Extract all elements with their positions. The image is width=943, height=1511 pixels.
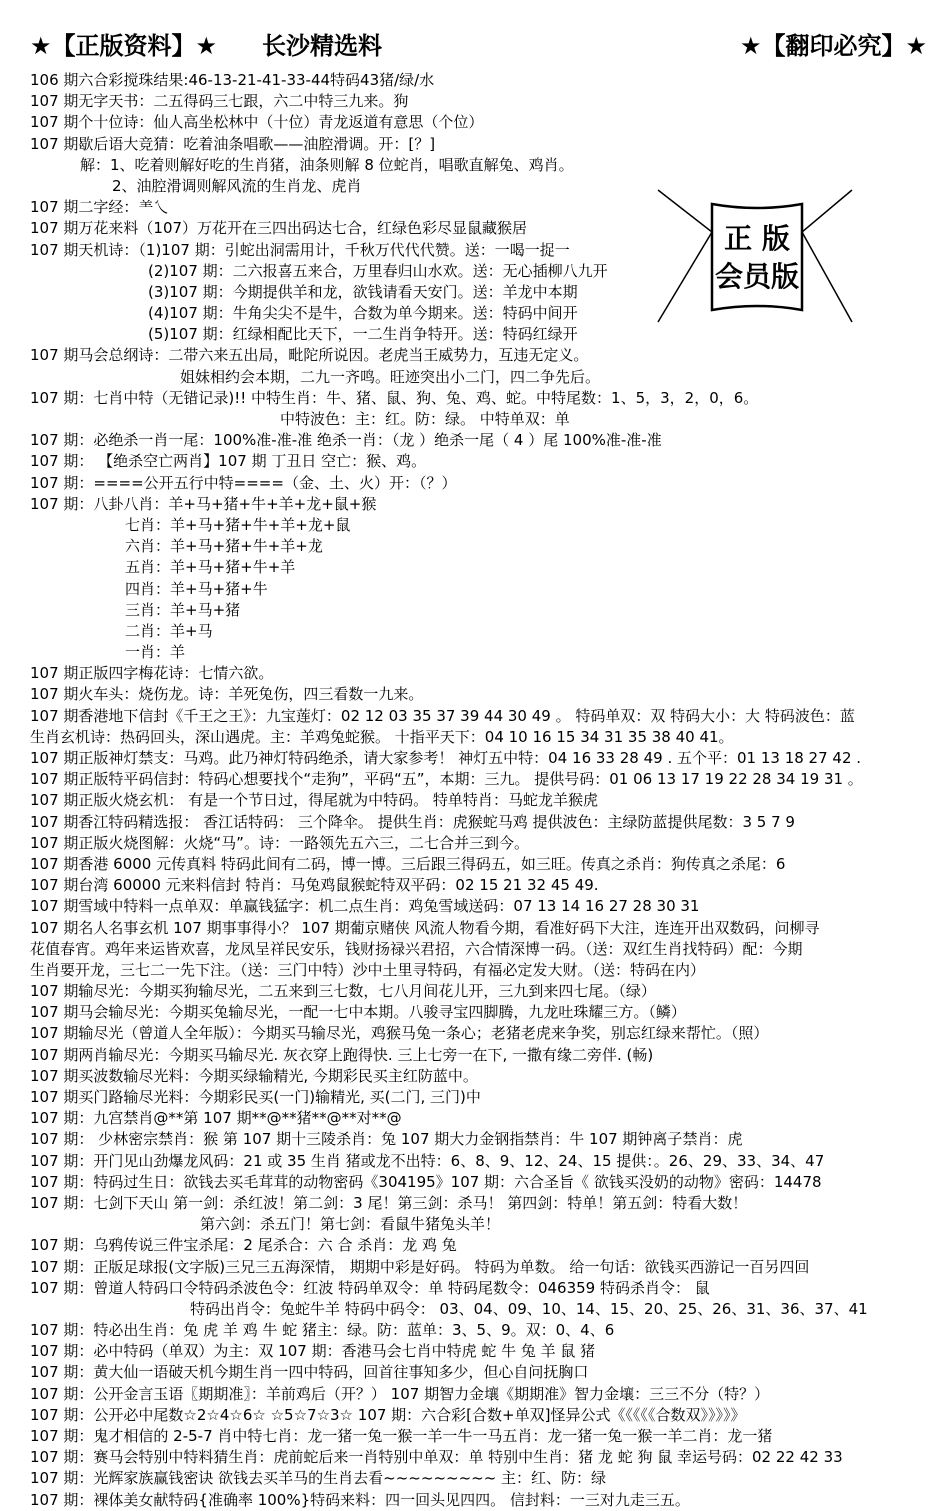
text-line: 107 期香港 6000 元传真料 特码此间有二码，博一博。三后跟三得码五，如三旺。传真之杀肖：狗传真之杀尾：6 [30,854,786,873]
text-line: 107 期：特必出生肖：兔 虎 羊 鸡 牛 蛇 猪主：绿。防：蓝单：3、5、9。双：0、4、6 [30,1321,615,1340]
text-line: 107 期雪域中特料一点单双：单赢钱猛字：机二点生肖：鸡兔雪域送码：07 13 14 16 27 28 30 31 [30,897,700,916]
text-line: 六肖：羊+马+猪+牛+羊+龙 [125,537,323,556]
text-line: 107 期正版神灯禁支：马鸡。此乃神灯特码绝杀，请大家参考！ 神灯五中特：04 16 33 28 49 . 五个平：01 13 18 27 42 . [30,749,862,767]
member-edition-stamp [640,182,870,332]
text-line: 107 期马会总纲诗：二带六来五出局，毗陀所说因。老虎当王威势力，互违无定义。 [30,346,589,365]
text-line: 107 期名人名事玄机 107 期事事得小？ 107 期葡京赌侠 风流人物看今期，看准好码下大注，连连开出双数码，问柳寻 [30,918,820,937]
text-line: 五肖：羊+马+猪+牛+羊 [125,558,296,577]
text-line: 107 期：七剑下天山 第一剑：杀红波！第二剑：3 尾！第三剑：杀马！ 第四剑：特单！第五剑：特看大数！ [30,1193,748,1212]
text-line: 第六剑：杀五门！第七剑：看鼠牛猪兔头羊！ [200,1215,501,1234]
text-line: 花值春宵。鸡年来运皆欢喜，龙凤呈祥民安乐，钱财扬禄兴君招，六合情深博一码。（送：双红生肖找特码）配：今期 [30,939,803,958]
text-line: 二肖：羊+马 [125,621,213,640]
text-line: 107 期： 少林密宗禁肖：猴 第 107 期十三陵杀肖：兔 107 期大力金钢指禁肖：牛 107 期钟离子禁肖：虎 [30,1130,743,1149]
text-line: 三肖：羊+马+猪 [125,600,241,619]
text-line: 107 期香港地下信封《千王之王》：九宝莲灯：02 12 03 35 37 39 44 30 49 。 特码单双：双 特码大小：大 特码波色：蓝 [30,706,855,725]
text-line: 107 期：开门见山劲爆龙风码：21 或 35 生肖 猪或龙不出特：6、8、9、12、24、15 提供：。26、29、33、34、47 [30,1151,825,1170]
text-line: 107 期：赛马会特别中特料猜生肖：虎前蛇后来一肖特别中单双：单 特别中生肖：猪 龙 蛇 狗 鼠 幸运号码：02 22 42 33 [30,1448,843,1467]
stamp-line-2: 会员版 [714,260,800,293]
text-line: 一肖：羊 [125,643,186,662]
text-line: 107 期万花来料（107）万花开在三四出码达七合，红绿色彩尽显鼠藏猴居 [30,219,528,238]
text-line: 107 期：光辉家族赢钱密诀 欲钱去买羊马的生肖去看~~~~~~~~~ 主：红、防：绿 [30,1469,607,1488]
text-line: 七肖：羊+马+猪+牛+羊+龙+鼠 [125,515,351,534]
text-line: 107 期：九宫禁肖@**第 107 期**@**猪**@**对**@ [30,1109,402,1128]
text-line: 107 期买波数输尽光料：今期买绿输精光, 今期彩民买主红防蓝中。 [30,1066,478,1085]
text-line: 107 期香江特码精选报： 香江话特码： 三个降伞。 提供生肖：虎猴蛇马鸡 提供波色：主绿防蓝提供尾数：3 5 7 9 [30,812,795,831]
text-line: 姐妹相约会本期，二九一齐鸣。旺迹突出小二门，四二争先后。 [180,367,601,386]
text-line: (5)107 期：红绿相配比天下，一二生肖争特开。送：特码红绿开 [148,325,578,344]
text-line: 107 期：八卦八肖：羊+马+猪+牛+羊+龙+鼠+猴 [30,494,377,513]
text-line: 107 期输尽光（曾道人全年版）：今期买马输尽光，鸡猴马兔一条心；老猪老虎来争奖，别忘红绿来帮忙。（照） [30,1024,769,1043]
text-line: 107 期：裸体美女献特码{准确率 100%}特码来料：四一回头见四四。 信封料：一三对九走三五。 [30,1490,690,1509]
text-line: 107 期马会输尽光：今期买兔输尽光，一配一七中本期。八骏寻宝四脚腾，九龙吐珠耀三方。（鳞） [30,1003,686,1022]
text-line: 107 期：特码过生日：欲钱去买毛茸茸的动物密码《304195》107 期：六合圣旨《 欲钱买没奶的动物》密码：14478 [30,1172,822,1191]
text-line: 107 期：公开金言玉语〖期期准〗：羊前鸡后（开？） 107 期智力金壤《期期准》智力金壤：三三不分（特？） [30,1384,770,1403]
text-line: 107 期输尽光：今期买狗输尽光，二五来到三七数，七八月间花儿开，三九到来四七尾。（绿） [30,982,656,1001]
text-line: 生肖玄机诗：热码回头，深山遇虎。主：羊鸡兔蛇猴。 十指平天下：04 10 16 15 34 31 35 38 40 41。 [30,727,734,746]
text-line: 107 期无字天书：二五得码三七跟，六二中特三九来。狗 [30,92,409,111]
text-line: 107 期歇后语大竞猜：吃着油条唱歌——油腔滑调。开：[？] [30,134,436,153]
text-line: 2、油腔滑调则解风流的生肖龙、虎肖 [112,176,362,195]
text-line: 生肖要开龙，三七二一先下注。（送：三门中特）沙中土里寻特码，有福必定发大财。（送：特码在内） [30,960,706,979]
text-line: 107 期：黄大仙一语破天机今期生肖一四中特码，回首往事知多少，但心自问抚胸口 [30,1363,589,1382]
text-line: 107 期：必绝杀一肖一尾：100%准-准-准 绝杀一肖：（龙 ）绝杀一尾（ 4 ）尾 100%准-准-准 [30,431,662,450]
text-line: 107 期：七肖中特（无错记录)!! 中特生肖：牛、猪、鼠、狗、兔、鸡、蛇。中特尾数：1、5，3，2，0，6。 [30,388,759,407]
text-line: 107 期台湾 60000 元来料信封 特肖：马兔鸡鼠猴蛇特双平码：02 15 21 32 45 49. [30,876,599,895]
text-line: 107 期：鬼才相信的 2-5-7 肖中特七肖：龙一猪一兔一猴一羊一牛一马五肖：龙一猪一兔一猴一羊二肖：龙一猪 [30,1427,773,1445]
text-line: 特码出肖令：兔蛇牛羊 特码中码令： 03、04、09、10、14、15、20、25、26、31、36、37、41 [190,1299,868,1318]
header-right-tag: ★【翻印必究】★ [739,32,927,60]
text-line: 107 期正版火烧图解：火烧“马”。诗：一路领先五六三，二七合并三到今。 [30,833,529,852]
text-line: 107 期正版特平码信封：特码心想要找个“走狗”，平码“五”，本期：三九。 提供号码：01 06 13 17 19 22 28 34 19 31 。 [30,770,863,789]
text-line: 四肖：羊+马+猪+牛 [125,579,268,598]
text-line: (4)107 期：牛角尖尖不是牛，合数为单今期来。送：特码中间开 [148,304,578,323]
text-line: 107 期：必中特码（单双）为主：双 107 期：香港马会七肖中特虎 蛇 牛 兔 羊 鼠 猪 [30,1342,596,1361]
text-line: 107 期二字经：⺷乀 [30,198,169,217]
text-line: 107 期：乌鸦传说三件宝杀尾：2 尾杀合：六 合 杀肖：龙 鸡 兔 [30,1236,457,1255]
text-line: 107 期：曾道人特码口令特码杀波色令：红波 特码单双令：单 特码尾数令：046359 特码杀肖令： 鼠 [30,1278,710,1297]
text-line: 107 期两肖输尽光：今期买马输尽光. 灰衣穿上跑得快. 三上七旁一在下, 一撒有缘二旁伴. (畅) [30,1045,654,1064]
text-line: (2)107 期：二六报喜五来合，万里春归山水欢。送：无心插柳八九开 [148,261,608,280]
text-line: 107 期个十位诗：仙人高坐松林中（十位）青龙返道有意思（个位） [30,113,484,132]
text-line: 107 期： 【绝杀空亡两肖】107 期 丁丑日 空亡：猴、鸡。 [30,452,427,471]
text-line: 106 期六合彩搅珠结果:46-13-21-41-33-44特码43猪/绿/水 [30,71,435,89]
header-left-tag: ★【正版资料】★ [30,32,218,60]
text-line: 107 期天机诗：（1)107 期：引蛇出洞需用计，千秋万代代代赞。送：一喝一捉一 [30,240,570,259]
text-line: 解：1、吃着则解好吃的生肖猪，油条则解 8 位蛇肖，唱歌直解兔、鸡肖。 [80,155,574,174]
text-line: 107 期正版火烧玄机： 有是一个节日过，得尾就为中特码。 特单特肖：马蛇龙羊猴虎 [30,791,598,810]
text-line: 107 期：正版足球报(文字版)三兄三五海深情， 期期中彩是好码。 特码为单数。 给一句话：欲钱买西游记一百另四回 [30,1257,810,1276]
text-line: 107 期买门路输尽光料：今期彩民买(一门)输精光, 买(二门, 三门)中 [30,1088,481,1106]
text-line: 107 期：====公开五行中特====（金、土、火）开：（？） [30,473,457,492]
text-line: 107 期：公开必中尾数☆2☆4☆6☆ ☆5☆7☆3☆ 107 期：六合彩[合数+单双]怪异公式《《《《《合数双》》》》》 [30,1405,746,1424]
page-header [0,0,943,70]
page-title: 长沙精选料 [262,32,382,60]
text-line: 107 期正版四字梅花诗：七情六欲。 [30,664,274,683]
text-line: 107 期火车头：烧伤龙。诗：羊死兔伤，四三看数一九来。 [30,685,424,704]
text-line: 中特波色：主：红。防：绿。 中特单双：单 [280,410,570,428]
stamp-line-1: 正 版 [724,222,790,255]
text-line: (3)107 期：今期提供羊和龙，欲钱请看天安门。送：羊龙中本期 [148,282,578,301]
